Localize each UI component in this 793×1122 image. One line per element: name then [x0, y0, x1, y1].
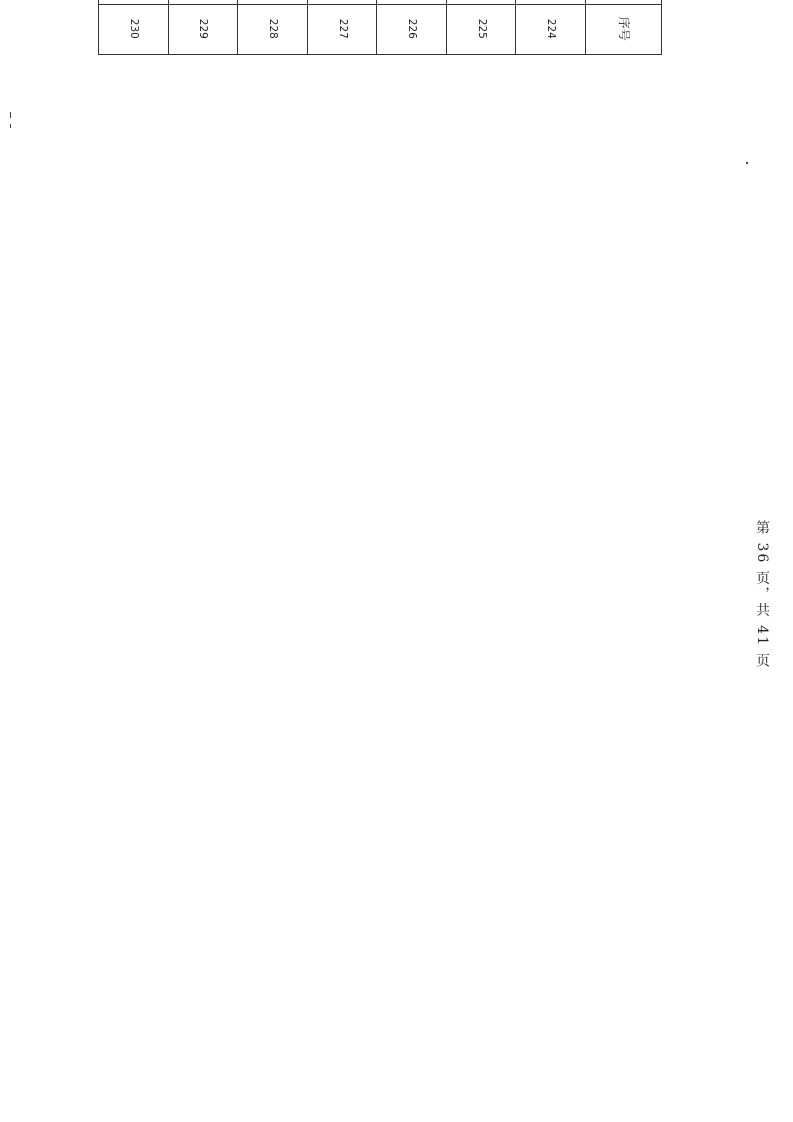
- cell-seq: 227: [307, 4, 377, 54]
- scan-mark: [746, 162, 748, 164]
- cell-seq: 228: [238, 4, 308, 54]
- table-row: [377, 0, 447, 55]
- cell-county: [307, 0, 377, 4]
- table-row: [99, 0, 169, 55]
- table-row: [307, 0, 377, 55]
- table-row: [446, 0, 516, 55]
- cell-county: [99, 0, 169, 4]
- table-body: [99, 0, 586, 55]
- renovation-table: [98, 0, 662, 55]
- cell-county: [168, 0, 238, 4]
- cell-seq: 229: [168, 4, 238, 54]
- table-rotator: [98, 0, 662, 55]
- table-header-row: [586, 0, 662, 55]
- cell-county: [446, 0, 516, 4]
- cell-county: [238, 0, 308, 4]
- cell-seq: 224: [516, 4, 586, 54]
- header-county: [586, 0, 662, 4]
- scan-mark: [10, 124, 11, 128]
- scan-mark: [10, 112, 11, 118]
- cell-county: [516, 0, 586, 4]
- page-number: 第 36 页，共 41 页: [754, 520, 770, 670]
- table-row: [516, 0, 586, 55]
- cell-seq: 226: [377, 4, 447, 54]
- cell-seq: 230: [99, 4, 169, 54]
- rotated-table-area: [98, 17, 662, 1071]
- cell-seq: 225: [446, 4, 516, 54]
- header-seq: 序号: [586, 4, 662, 54]
- cell-county: [377, 0, 447, 4]
- table-row: [168, 0, 238, 55]
- table-row: [238, 0, 308, 55]
